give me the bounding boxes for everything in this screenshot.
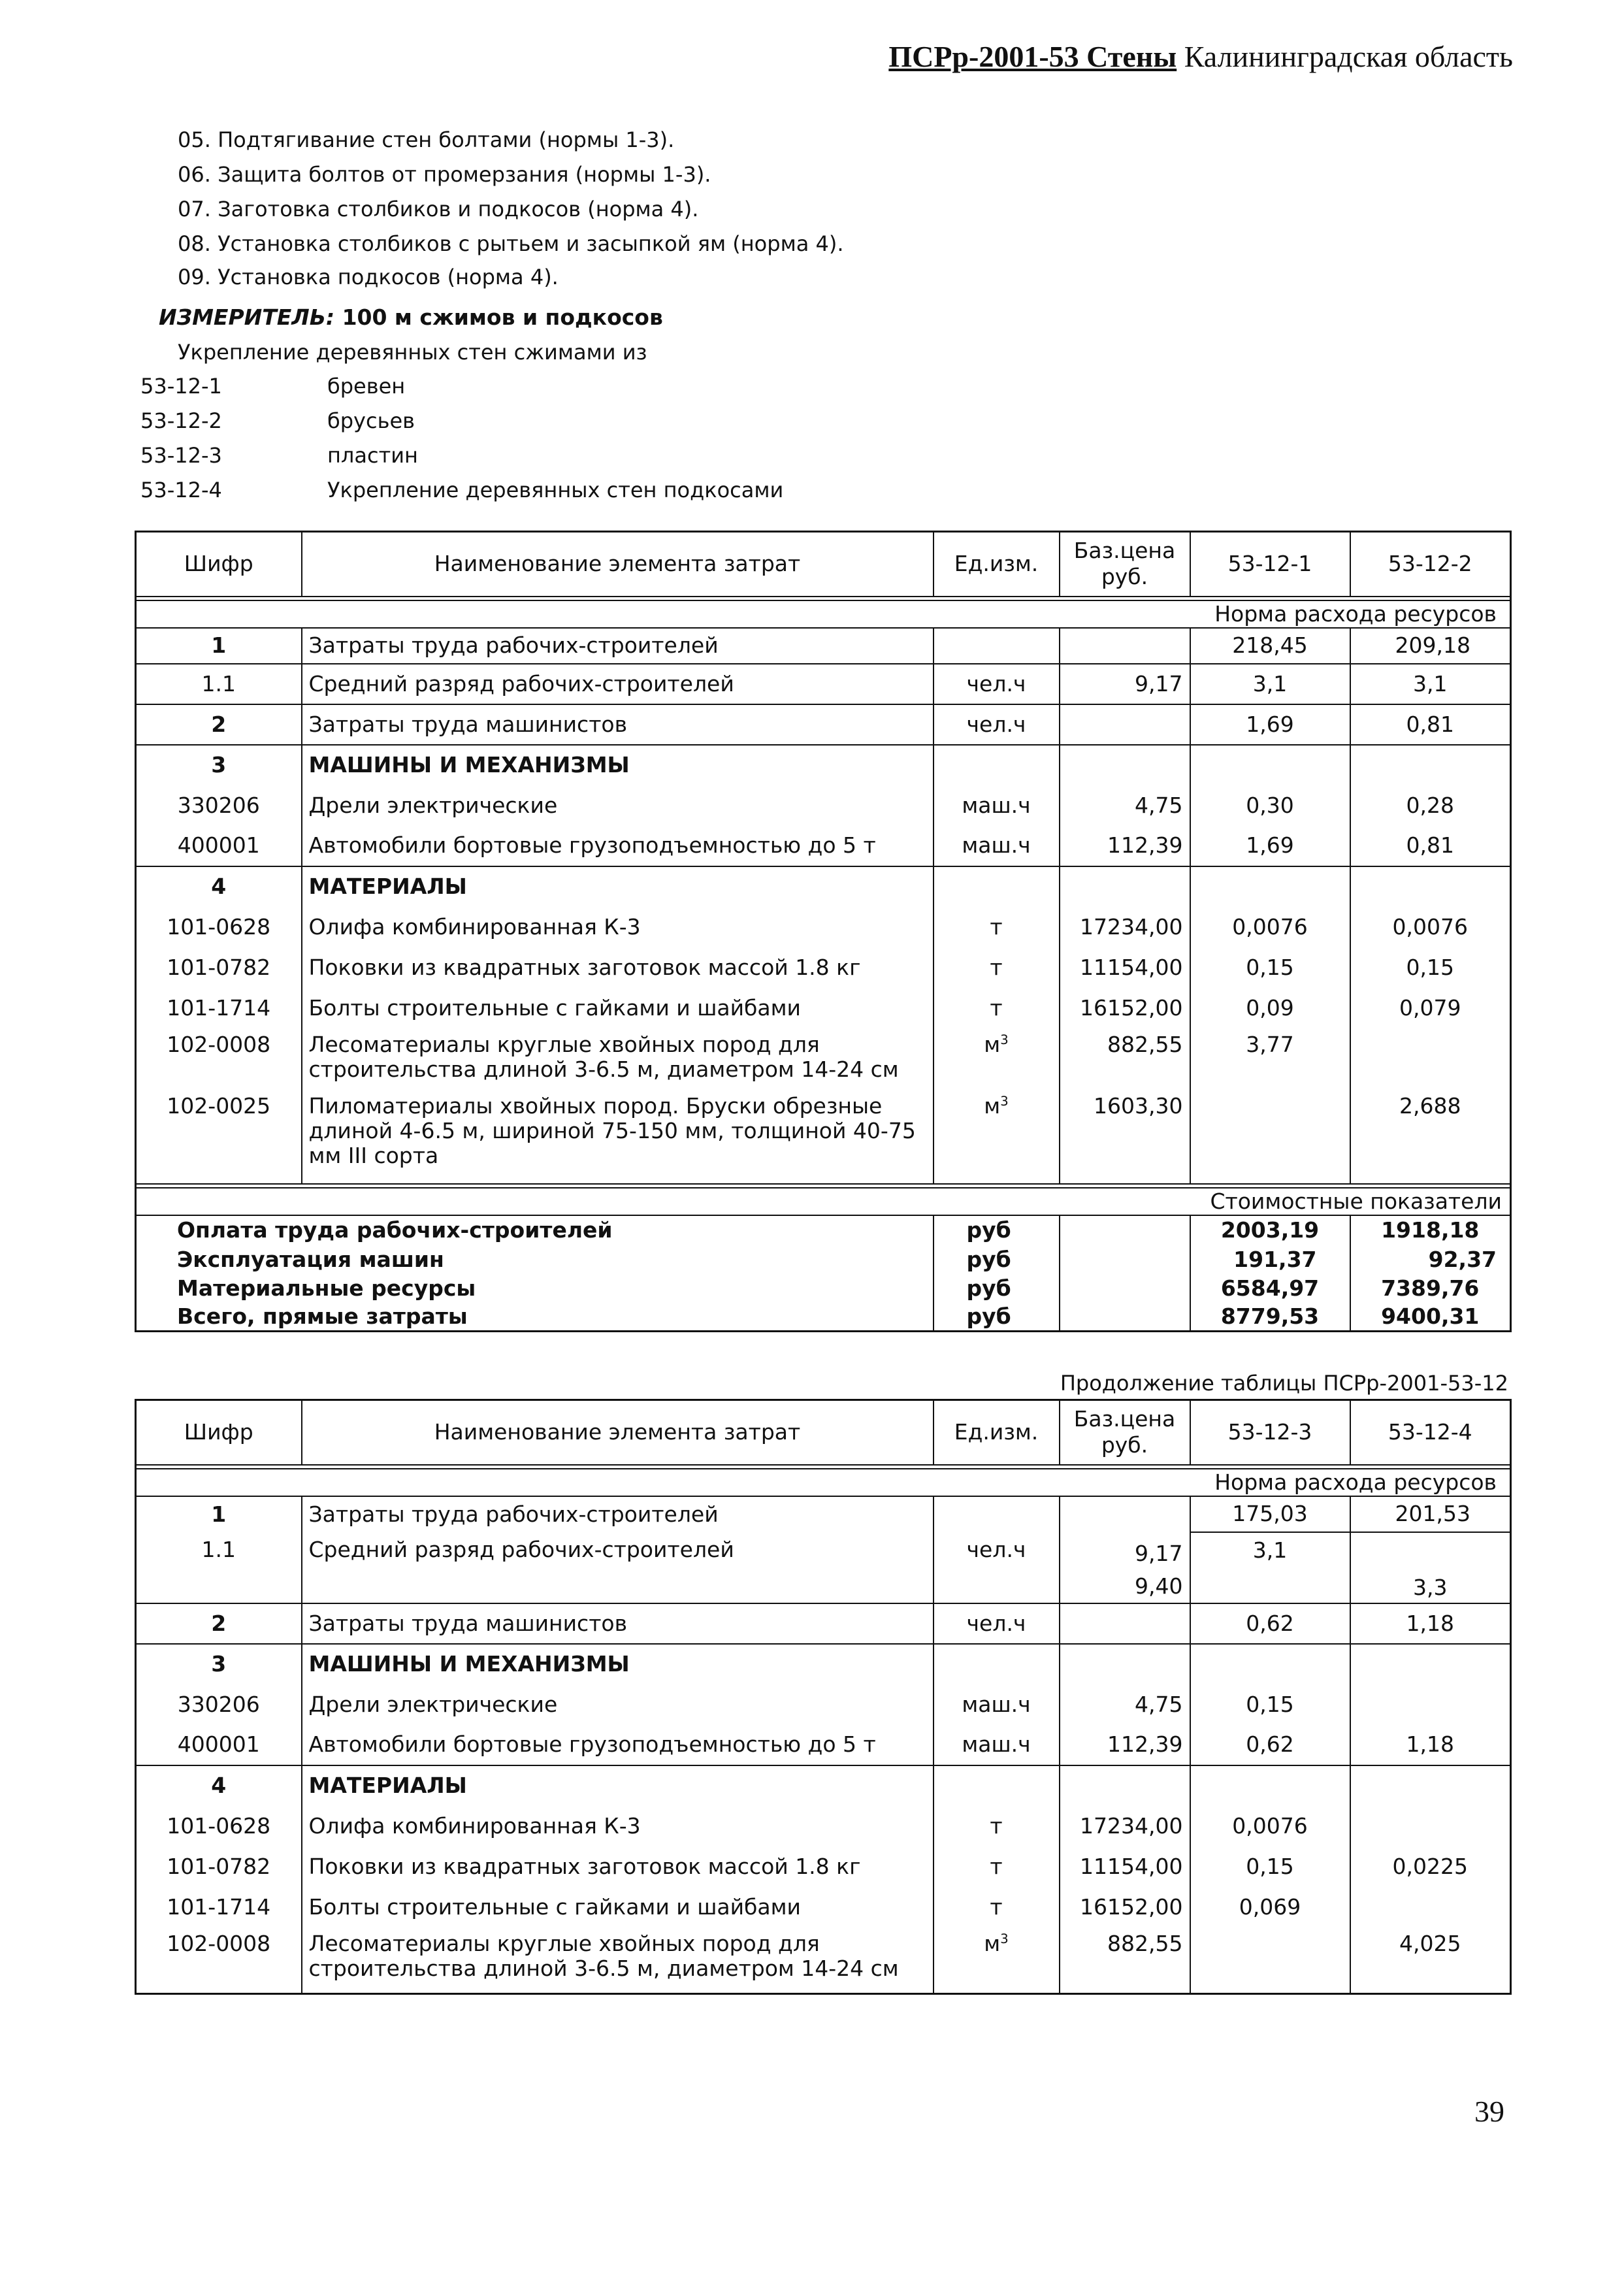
- cost-value-2: 92,37: [1428, 1246, 1497, 1272]
- row-value-1: 0,62: [1190, 1725, 1350, 1765]
- norm-list-item: [140, 438, 783, 473]
- section-title-row: [136, 1188, 1511, 1215]
- row-code: 400001: [136, 826, 302, 866]
- row-unit: чел.ч: [934, 1532, 1060, 1603]
- row-value-2: 0,0225: [1392, 1853, 1468, 1879]
- table-row: [136, 1725, 1511, 1765]
- row-code: 101-0628: [136, 1806, 302, 1846]
- norm-section-label: Норма расхода ресурсов: [1214, 1469, 1497, 1495]
- row-value-2: 209,18: [1350, 628, 1511, 664]
- table-row: [136, 1846, 1511, 1887]
- table-row: [136, 628, 1511, 664]
- row-value-1: 1,69: [1190, 826, 1350, 866]
- row-value-2: 3,3: [1350, 1532, 1511, 1603]
- row-name: Средний разряд рабочих-строителей: [302, 1532, 934, 1603]
- header-code: ПСРр-2001-53 Стены: [888, 40, 1177, 73]
- norm-list-item: [140, 404, 783, 438]
- row-name: Затраты труда машинистов: [302, 1603, 934, 1644]
- row-name: Болты строительные с гайками и шайбами: [302, 988, 934, 1028]
- cost-name: Эксплуатация машин: [136, 1245, 934, 1274]
- cost-unit: руб: [934, 1245, 1060, 1274]
- row-price: [1060, 704, 1190, 745]
- col-header-price: Баз.цена руб.: [1060, 1400, 1190, 1465]
- row-value-1: 0,15: [1190, 947, 1350, 988]
- row-name: Олифа комбинированная К-3: [302, 907, 934, 947]
- row-value-2: 3,1: [1350, 664, 1511, 704]
- table-row: [136, 1496, 1511, 1532]
- norm-code: 53-12-4: [140, 478, 222, 502]
- table-row: [136, 704, 1511, 745]
- table-row: [136, 907, 1511, 947]
- norm-list: [140, 369, 783, 508]
- table-header-row: [136, 532, 1511, 597]
- work-item: 07. Заготовка столбиков и подкосов (норма 4).: [178, 197, 699, 221]
- col-header-unit: Ед.изм.: [934, 1400, 1060, 1465]
- row-price: [1060, 628, 1190, 664]
- unit-superscript: 3: [1000, 1032, 1009, 1047]
- row-name: Поковки из квадратных заготовок массой 1.8 кг: [302, 1846, 934, 1887]
- cost-row: [136, 1245, 1511, 1274]
- table-header-row: [136, 1400, 1511, 1465]
- norm-subtitle: Укрепление деревянных стен сжимами из: [178, 340, 647, 365]
- row-value-2: [1350, 1684, 1511, 1725]
- row-code: 3: [136, 1644, 302, 1684]
- row-code: 330206: [136, 1684, 302, 1725]
- row-value-2: 1,18: [1350, 1603, 1511, 1644]
- row-unit: чел.ч: [934, 704, 1060, 745]
- row-unit: чел.ч: [934, 664, 1060, 704]
- row-name: Средний разряд рабочих-строителей: [302, 664, 934, 704]
- row-price: 9,17: [1135, 1540, 1183, 1566]
- row-code: 4: [136, 866, 302, 907]
- row-code: 101-0628: [136, 907, 302, 947]
- row-price: 4,75: [1060, 785, 1190, 826]
- section-title-row: [136, 600, 1511, 628]
- row-value-1: 218,45: [1190, 628, 1350, 664]
- cost-unit: руб: [934, 1303, 1060, 1332]
- section-row: [136, 1765, 1511, 1806]
- row-code: 102-0008: [136, 1927, 302, 1994]
- row-price: 112,39: [1060, 1725, 1190, 1765]
- cost-value-2: 1918,18: [1381, 1217, 1480, 1243]
- col-header-code: Шифр: [136, 1400, 302, 1465]
- cost-unit: руб: [934, 1274, 1060, 1303]
- row-price: 11154,00: [1060, 1846, 1190, 1887]
- continuation-caption: Продолжение таблицы ПСРр-2001-53-12: [1060, 1371, 1508, 1396]
- row-code: 101-0782: [136, 947, 302, 988]
- row-price: [1060, 1496, 1190, 1532]
- row-name: Автомобили бортовые грузоподъемностью до 5 т: [302, 1725, 934, 1765]
- row-name: Олифа комбинированная К-3: [302, 1806, 934, 1846]
- row-value-2: 0,079: [1399, 994, 1461, 1021]
- norm-desc: Укрепление деревянных стен подкосами: [327, 478, 784, 502]
- row-unit: чел.ч: [934, 1603, 1060, 1644]
- norm-section-title: [136, 600, 1511, 628]
- row-unit: т: [934, 1806, 1060, 1846]
- row-value-2: 0,0076: [1392, 913, 1468, 940]
- table-row: [136, 785, 1511, 826]
- row-unit: т: [934, 1887, 1060, 1927]
- row-value-2: [1350, 1806, 1511, 1846]
- cost-row: [136, 1215, 1511, 1245]
- row-code: 101-0782: [136, 1846, 302, 1887]
- table-row: [136, 664, 1511, 704]
- row-price: 112,39: [1060, 826, 1190, 866]
- row-code: 330206: [136, 785, 302, 826]
- measurement-label: ИЗМЕРИТЕЛЬ:: [159, 304, 335, 330]
- col-header-price: Баз.цена руб.: [1060, 532, 1190, 597]
- table-row: [136, 1603, 1511, 1644]
- unit-text: м: [984, 1031, 1001, 1057]
- row-value-2: 1,18: [1350, 1725, 1511, 1765]
- row-unit: маш.ч: [934, 1684, 1060, 1725]
- row-name: Поковки из квадратных заготовок массой 1.8 кг: [302, 947, 934, 988]
- row-name: Автомобили бортовые грузоподъемностью до 5 т: [302, 826, 934, 866]
- norm-section-label: Норма расхода ресурсов: [1214, 600, 1497, 627]
- row-code: 1.1: [136, 1532, 302, 1603]
- table-row: [136, 1887, 1511, 1927]
- cost-unit: руб: [934, 1215, 1060, 1245]
- row-price: 17234,00: [1060, 1806, 1190, 1846]
- row-value-2: 201,53: [1350, 1496, 1511, 1532]
- cost-value-2: 9400,31: [1381, 1303, 1480, 1329]
- row-value-2: 4,025: [1399, 1930, 1461, 1956]
- document-header: [888, 39, 1513, 74]
- cost-value-2: 7389,76: [1381, 1275, 1480, 1301]
- cost-name: Оплата труда рабочих-строителей: [136, 1215, 934, 1245]
- norm-code: 53-12-3: [140, 443, 222, 468]
- col-header-code: Шифр: [136, 532, 302, 597]
- section-title-row: [136, 1469, 1511, 1496]
- cost-section-title: [136, 1188, 1511, 1215]
- row-name: Пиломатериалы хвойных пород. Бруски обрезные длиной 4-6.5 м, шириной 75-150 мм, толщиной 40-75 мм III сорта: [302, 1092, 934, 1184]
- row-code: 102-0025: [136, 1092, 302, 1184]
- row-code: 2: [136, 704, 302, 745]
- unit-superscript: 3: [1000, 1093, 1009, 1109]
- row-unit: маш.ч: [934, 826, 1060, 866]
- norm-list-item: [140, 473, 783, 508]
- row-name: МАШИНЫ И МЕХАНИЗМЫ: [302, 745, 934, 785]
- row-price: [1060, 1603, 1190, 1644]
- row-price: 16152,00: [1060, 1887, 1190, 1927]
- row-price: 16152,00: [1060, 988, 1190, 1028]
- row-unit: [934, 1496, 1060, 1532]
- row-name: Болты строительные с гайками и шайбами: [302, 1887, 934, 1927]
- cost-section-label: Стоимостные показатели: [1210, 1188, 1502, 1214]
- row-name: Дрели электрические: [302, 785, 934, 826]
- row-name: Лесоматериалы круглые хвойных пород для строительства длиной 3-6.5 м, диаметром 14-24 см: [302, 1927, 934, 1994]
- cost-row: [136, 1274, 1511, 1303]
- row-name: Дрели электрические: [302, 1684, 934, 1725]
- row-code: 1: [136, 1496, 302, 1532]
- row-price: 9,17: [1060, 664, 1190, 704]
- row-price: 17234,00: [1060, 907, 1190, 947]
- section-row: [136, 745, 1511, 785]
- row-price-alt: 9,40: [1135, 1573, 1183, 1599]
- section-row: [136, 866, 1511, 907]
- row-value-1: 0,15: [1190, 1684, 1350, 1725]
- work-item: 09. Установка подкосов (норма 4).: [178, 265, 559, 289]
- table-row: [136, 1927, 1511, 1994]
- measurement-value: 100 м сжимов и подкосов: [342, 304, 663, 330]
- row-price-pair: [1060, 1532, 1190, 1603]
- row-code: 3: [136, 745, 302, 785]
- unit-text: м: [984, 1092, 1001, 1119]
- row-unit: т: [934, 988, 1060, 1028]
- cost-name: Материальные ресурсы: [136, 1274, 934, 1303]
- row-value-1: 0,0076: [1190, 1806, 1350, 1846]
- row-price: 11154,00: [1060, 947, 1190, 988]
- row-value-1: 0,09: [1190, 988, 1350, 1028]
- row-name: Затраты труда рабочих-строителей: [302, 1496, 934, 1532]
- table-row: [136, 826, 1511, 866]
- row-name: МАТЕРИАЛЫ: [302, 866, 934, 907]
- row-code: 4: [136, 1765, 302, 1806]
- row-name: Затраты труда рабочих-строителей: [302, 628, 934, 664]
- row-unit: маш.ч: [934, 1725, 1060, 1765]
- col-header-norm-2: 53-12-2: [1350, 532, 1511, 597]
- norm-code: 53-12-1: [140, 374, 222, 399]
- row-value-2: 0,15: [1406, 954, 1454, 980]
- row-value-2: [1350, 1028, 1511, 1092]
- row-unit: т: [934, 907, 1060, 947]
- table-row: [136, 1028, 1511, 1092]
- cost-row: [136, 1303, 1511, 1332]
- norm-desc: пластин: [327, 443, 418, 468]
- row-code: 102-0008: [136, 1028, 302, 1092]
- unit-text: м: [984, 1930, 1001, 1956]
- col-header-norm-4: 53-12-4: [1350, 1400, 1511, 1465]
- row-value-1: 3,77: [1190, 1028, 1350, 1092]
- row-name: Лесоматериалы круглые хвойных пород для строительства длиной 3-6.5 м, диаметром 14-24 см: [302, 1028, 934, 1092]
- col-header-unit: Ед.изм.: [934, 532, 1060, 597]
- row-name: Затраты труда машинистов: [302, 704, 934, 745]
- col-header-norm-3: 53-12-3: [1190, 1400, 1350, 1465]
- row-unit: [934, 1092, 1060, 1184]
- row-code: 2: [136, 1603, 302, 1644]
- page-number: 39: [1474, 2095, 1504, 2128]
- col-header-name: Наименование элемента затрат: [302, 532, 934, 597]
- unit-superscript: 3: [1000, 1931, 1009, 1946]
- row-name: МАШИНЫ И МЕХАНИЗМЫ: [302, 1644, 934, 1684]
- measurement-unit: [159, 304, 663, 330]
- work-composition: [178, 123, 844, 293]
- row-unit: [934, 1028, 1060, 1092]
- row-name: МАТЕРИАЛЫ: [302, 1765, 934, 1806]
- row-value-1: 1,69: [1190, 704, 1350, 745]
- cost-value-1: 6584,97: [1190, 1274, 1350, 1303]
- work-item: 06. Защита болтов от промерзания (нормы 1-3).: [178, 162, 711, 187]
- work-item: 08. Установка столбиков с рытьем и засыпкой ям (норма 4).: [178, 231, 844, 256]
- row-code: 101-1714: [136, 1887, 302, 1927]
- cost-value-1: 2003,19: [1190, 1215, 1350, 1245]
- row-value-1: 175,03: [1190, 1496, 1350, 1532]
- norms-table-2: [135, 1399, 1512, 1995]
- row-value-2: [1350, 1887, 1511, 1927]
- row-value-1: 3,1: [1190, 1532, 1350, 1603]
- row-unit: т: [934, 947, 1060, 988]
- row-value-2: 2,688: [1350, 1092, 1511, 1184]
- row-value-1: 0,069: [1190, 1887, 1350, 1927]
- row-value-2: 0,81: [1350, 826, 1511, 866]
- row-price: 882,55: [1060, 1927, 1190, 1994]
- row-unit: [934, 1927, 1060, 1994]
- norm-desc: бревен: [327, 374, 406, 399]
- row-value-1: [1190, 1927, 1350, 1994]
- row-unit: т: [934, 1846, 1060, 1887]
- norm-list-item: [140, 369, 783, 404]
- row-value-1: 3,1: [1190, 664, 1350, 704]
- row-unit: маш.ч: [934, 785, 1060, 826]
- row-unit: [934, 628, 1060, 664]
- row-value-1: 0,30: [1190, 785, 1350, 826]
- table-row: [136, 1806, 1511, 1846]
- row-value-2: 0,81: [1350, 704, 1511, 745]
- norms-table-1: [135, 531, 1512, 1332]
- table-row: [136, 1532, 1511, 1603]
- norm-section-title: [136, 1469, 1511, 1496]
- row-value-1: 0,62: [1190, 1603, 1350, 1644]
- section-row: [136, 1644, 1511, 1684]
- row-code: 400001: [136, 1725, 302, 1765]
- row-code: 1: [136, 628, 302, 664]
- row-value-1: [1190, 1092, 1350, 1184]
- norm-desc: брусьев: [327, 408, 415, 433]
- header-region: Калининградская область: [1184, 40, 1513, 73]
- col-header-name: Наименование элемента затрат: [302, 1400, 934, 1465]
- cost-value-1: 191,37: [1190, 1245, 1350, 1274]
- row-price: 1603,30: [1060, 1092, 1190, 1184]
- cost-value-1: 8779,53: [1190, 1303, 1350, 1332]
- row-value-1: 0,15: [1190, 1846, 1350, 1887]
- row-code: 101-1714: [136, 988, 302, 1028]
- row-price: 4,75: [1060, 1684, 1190, 1725]
- col-header-norm-1: 53-12-1: [1190, 532, 1350, 597]
- row-value-1: 0,0076: [1190, 907, 1350, 947]
- row-price: 882,55: [1060, 1028, 1190, 1092]
- table-row: [136, 1684, 1511, 1725]
- table-row: [136, 988, 1511, 1028]
- work-item: 05. Подтягивание стен болтами (нормы 1-3).: [178, 127, 675, 152]
- row-code: 1.1: [136, 664, 302, 704]
- table-row: [136, 947, 1511, 988]
- norm-code: 53-12-2: [140, 408, 222, 433]
- table-row: [136, 1092, 1511, 1184]
- cost-name: Всего, прямые затраты: [136, 1303, 934, 1332]
- row-value-2: 0,28: [1406, 792, 1454, 818]
